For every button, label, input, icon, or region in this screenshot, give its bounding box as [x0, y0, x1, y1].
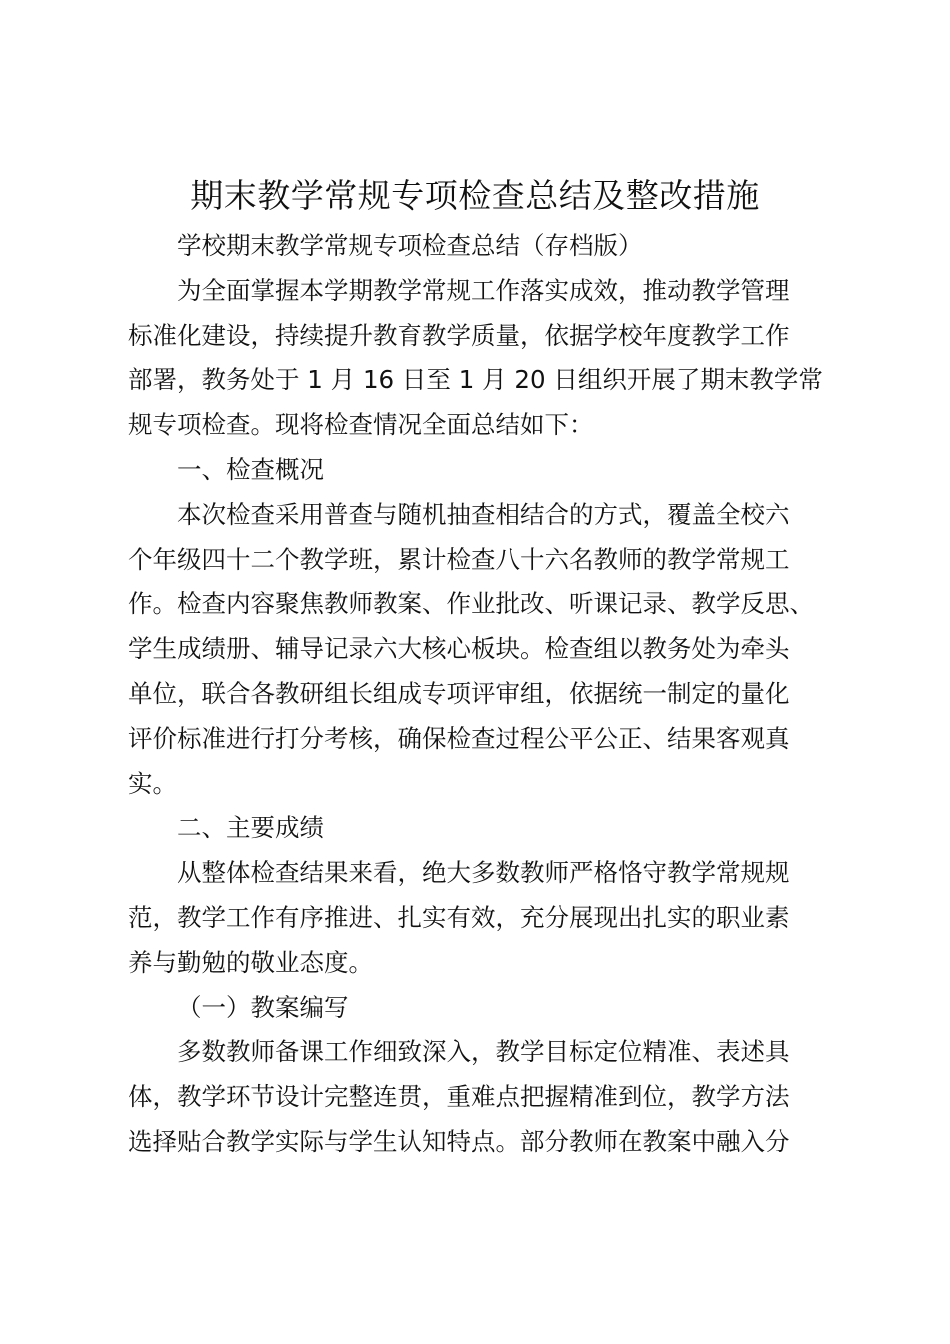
text-line: 体，教学环节设计完整连贯，重难点把握精准到位，教学方法 [128, 1082, 790, 1112]
text-line: 部署，教务处于 1 月 16 日至 1 月 20 日组织开展了期末教学常 [128, 365, 823, 395]
text-line: 规专项检查。现将检查情况全面总结如下： [128, 410, 594, 440]
text-line: 一、检查概况 [177, 454, 324, 484]
document-body [128, 224, 840, 1165]
text-line: 评价标准进行打分考核，确保检查过程公平公正、结果客观真 [128, 723, 790, 753]
text-line: 标准化建设，持续提升教育教学质量，依据学校年度教学工作 [128, 320, 790, 350]
text-line: 多数教师备课工作细致深入，教学目标定位精准、表述具 [177, 1037, 790, 1067]
text-line: 作。检查内容聚焦教师教案、作业批改、听课记录、教学反思、 [128, 589, 814, 619]
text-line: 实。 [128, 768, 177, 798]
text-line: 为全面掌握本学期教学常规工作落实成效，推动教学管理 [177, 275, 790, 305]
text-line: 个年级四十二个教学班，累计检查八十六名教师的教学常规工 [128, 544, 790, 574]
text-line: （一）教案编写 [177, 992, 349, 1022]
text-line: 从整体检查结果来看，绝大多数教师严格恪守教学常规规 [177, 858, 790, 888]
text-line: 学校期末教学常规专项检查总结（存档版） [177, 231, 643, 260]
text-line: 选择贴合教学实际与学生认知特点。部分教师在教案中融入分 [128, 1126, 790, 1156]
text-line: 养与勤勉的敬业态度。 [128, 947, 373, 977]
document-title: 期末教学常规专项检查总结及整改措施 [190, 176, 760, 215]
text-line: 学生成绩册、辅导记录六大核心板块。检查组以教务处为牵头 [128, 634, 790, 664]
text-line: 本次检查采用普查与随机抽查相结合的方式，覆盖全校六 [177, 499, 790, 529]
text-line: 二、主要成绩 [177, 813, 324, 843]
text-line: 单位，联合各教研组长组成专项评审组，依据统一制定的量化 [128, 678, 790, 708]
text-line: 范，教学工作有序推进、扎实有效，充分展现出扎实的职业素 [128, 902, 790, 932]
